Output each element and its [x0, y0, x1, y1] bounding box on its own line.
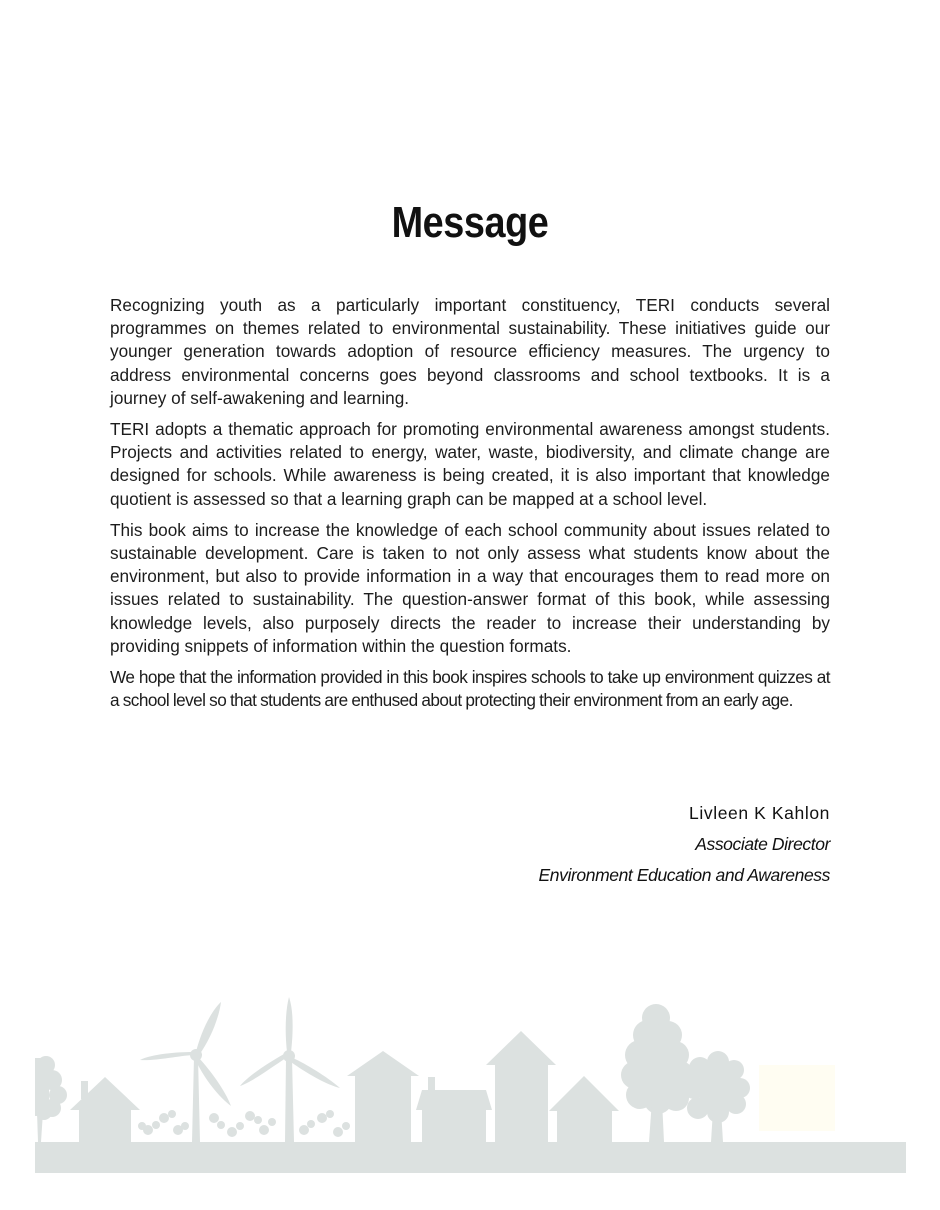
town-skyline-illustration	[0, 990, 940, 1190]
faint-panel	[759, 1065, 835, 1131]
signatory-name: Livleen K Kahlon	[689, 803, 830, 823]
house-icon	[486, 1031, 556, 1142]
ground-band	[35, 1142, 906, 1173]
signature-block	[539, 798, 830, 891]
tree-icon	[621, 1004, 694, 1142]
signatory-department: Environment Education and Awareness	[538, 865, 830, 885]
house-icon	[416, 1077, 492, 1142]
paragraph-2: TERI adopts a thematic approach for promoting environmental awareness amongst students. Projects and activities related to energy, water, waste, biodiversity, and climate change are designed for schools. While awareness is being created, it is also important that knowledge quotient is assessed so that a learning graph can be mapped at a school level.	[110, 419, 830, 509]
house-icon	[347, 1051, 419, 1142]
signatory-role: Associate Director	[695, 834, 830, 854]
page-title: Message	[391, 198, 549, 247]
tree-icon	[35, 1056, 67, 1142]
paragraph-1: Recognizing youth as a particularly important constituency, TERI conducts several programmes on themes related to environmental sustainability. These initiatives guide our younger generation towards adoption of resource efficiency measures. The urgency to address environmental concerns goes beyond classrooms and school textbooks. It is a journey of self-awakening and learning.	[110, 295, 830, 408]
flower-cluster-icon	[138, 1110, 350, 1137]
tree-icon	[683, 1051, 750, 1142]
message-body	[110, 294, 830, 720]
house-icon	[70, 1077, 140, 1142]
house-icon	[549, 1076, 619, 1142]
paragraph-3: This book aims to increase the knowledge of each school community about issues related to sustainable development. Care is taken to not only assess what students know about the environment, but also to provide information in a way that encourages them to read more on issues related to sustainability. The question-answer format of this book, while assessing knowledge levels, also purposely directs the reader to increase their understanding by providing snippets of information within the question formats.	[110, 519, 830, 656]
paragraph-4: We hope that the information provided in this book inspires schools to take up environment quizzes at a school level so that students are enthused about protecting their environment from an early age.	[110, 667, 830, 711]
